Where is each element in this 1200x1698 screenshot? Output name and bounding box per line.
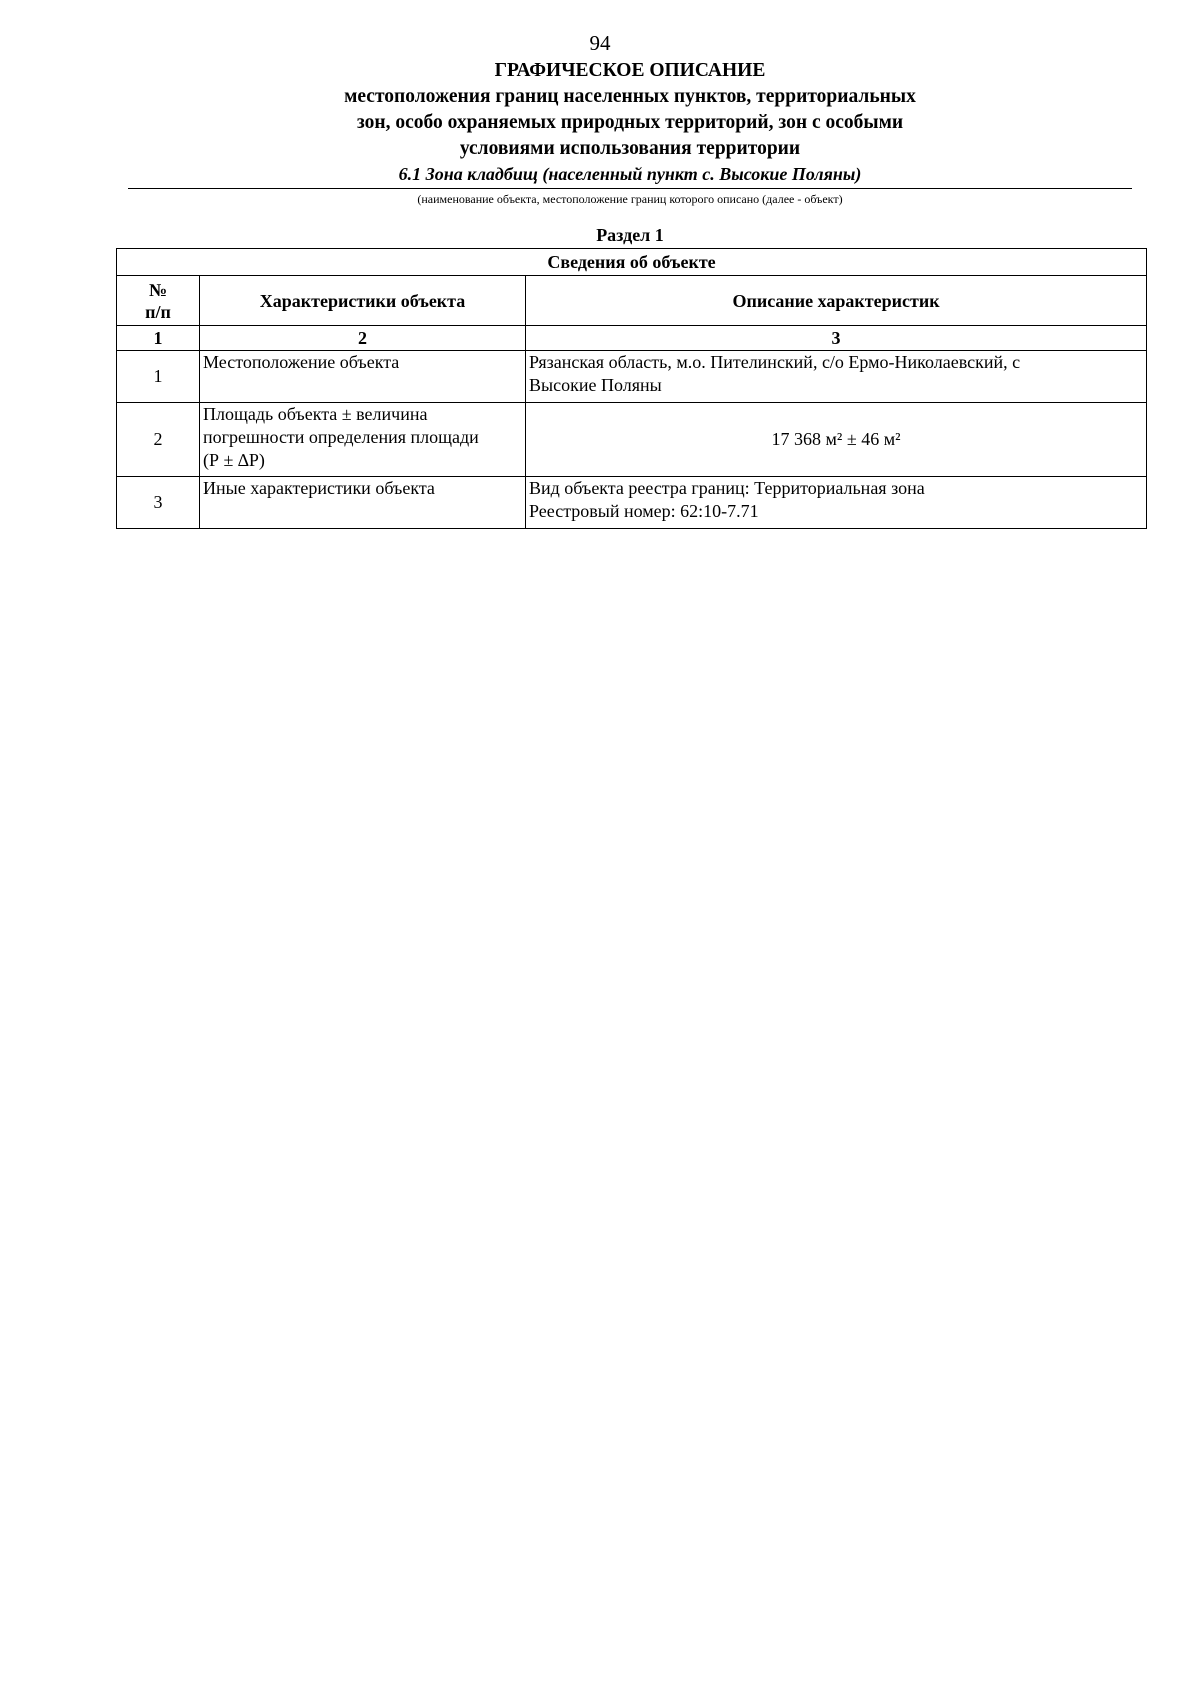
- header-number-line-1: №: [148, 279, 168, 300]
- document-title: [0, 58, 1200, 162]
- object-name-underline: [128, 188, 1132, 189]
- row-1-number: 1: [117, 351, 200, 403]
- row-1-characteristic: Местоположение объекта: [200, 351, 526, 403]
- row-3-description-line-1: Вид объекта реестра границ: Территориальная зона: [529, 478, 925, 498]
- row-2-description: 17 368 м² ± 46 м²: [526, 403, 1147, 477]
- title-line-4: условиями использования территории: [459, 138, 801, 159]
- object-name-caption: (наименование объекта, местоположение границ которого описано (далее - объект): [417, 192, 843, 206]
- column-number-2: 2: [200, 326, 526, 351]
- column-number-row: [117, 326, 1147, 351]
- table-header-row: [117, 276, 1147, 326]
- row-2-characteristic-line-2: погрешности определения площади: [203, 427, 479, 447]
- row-3-number: 3: [117, 477, 200, 529]
- table-row: [117, 351, 1147, 403]
- row-1-description-line-1: Рязанская область, м.о. Пителинский, с/о Ермо-Николаевский, с: [529, 352, 1021, 372]
- row-2-characteristic: [200, 403, 526, 477]
- title-line-2: местоположения границ населенных пунктов, территориальных: [344, 86, 916, 107]
- column-number-1: 1: [117, 326, 200, 351]
- row-2-characteristic-line-1: Площадь объекта ± величина: [203, 404, 428, 424]
- header-number-line-2: п/п: [145, 301, 171, 322]
- table-caption: Сведения об объекте: [117, 249, 1147, 276]
- header-number: [117, 276, 200, 326]
- header-characteristics: Характеристики объекта: [200, 276, 526, 326]
- title-line-3: зон, особо охраняемых природных территорий, зон с особыми: [356, 112, 904, 133]
- row-3-characteristic: Иные характеристики объекта: [200, 477, 526, 529]
- row-1-description: [526, 351, 1147, 403]
- row-3-description: [526, 477, 1147, 529]
- title-line-1: ГРАФИЧЕСКОЕ ОПИСАНИЕ: [494, 60, 766, 81]
- page-number: 94: [589, 31, 611, 55]
- object-name: 6.1 Зона кладбищ (населенный пункт с. Высокие Поляны): [398, 164, 862, 184]
- table-row: [117, 477, 1147, 529]
- row-3-description-line-2: Реестровый номер: 62:10-7.71: [529, 501, 759, 521]
- row-2-number: 2: [117, 403, 200, 477]
- object-info-table: [116, 248, 1147, 529]
- table-caption-row: [117, 249, 1147, 276]
- section-title: Раздел 1: [596, 225, 664, 245]
- row-1-description-line-2: Высокие Поляны: [529, 375, 662, 395]
- header-description: Описание характеристик: [526, 276, 1147, 326]
- table-row: [117, 403, 1147, 477]
- column-number-3: 3: [526, 326, 1147, 351]
- row-2-characteristic-line-3: (Р ± ∆Р): [203, 450, 265, 470]
